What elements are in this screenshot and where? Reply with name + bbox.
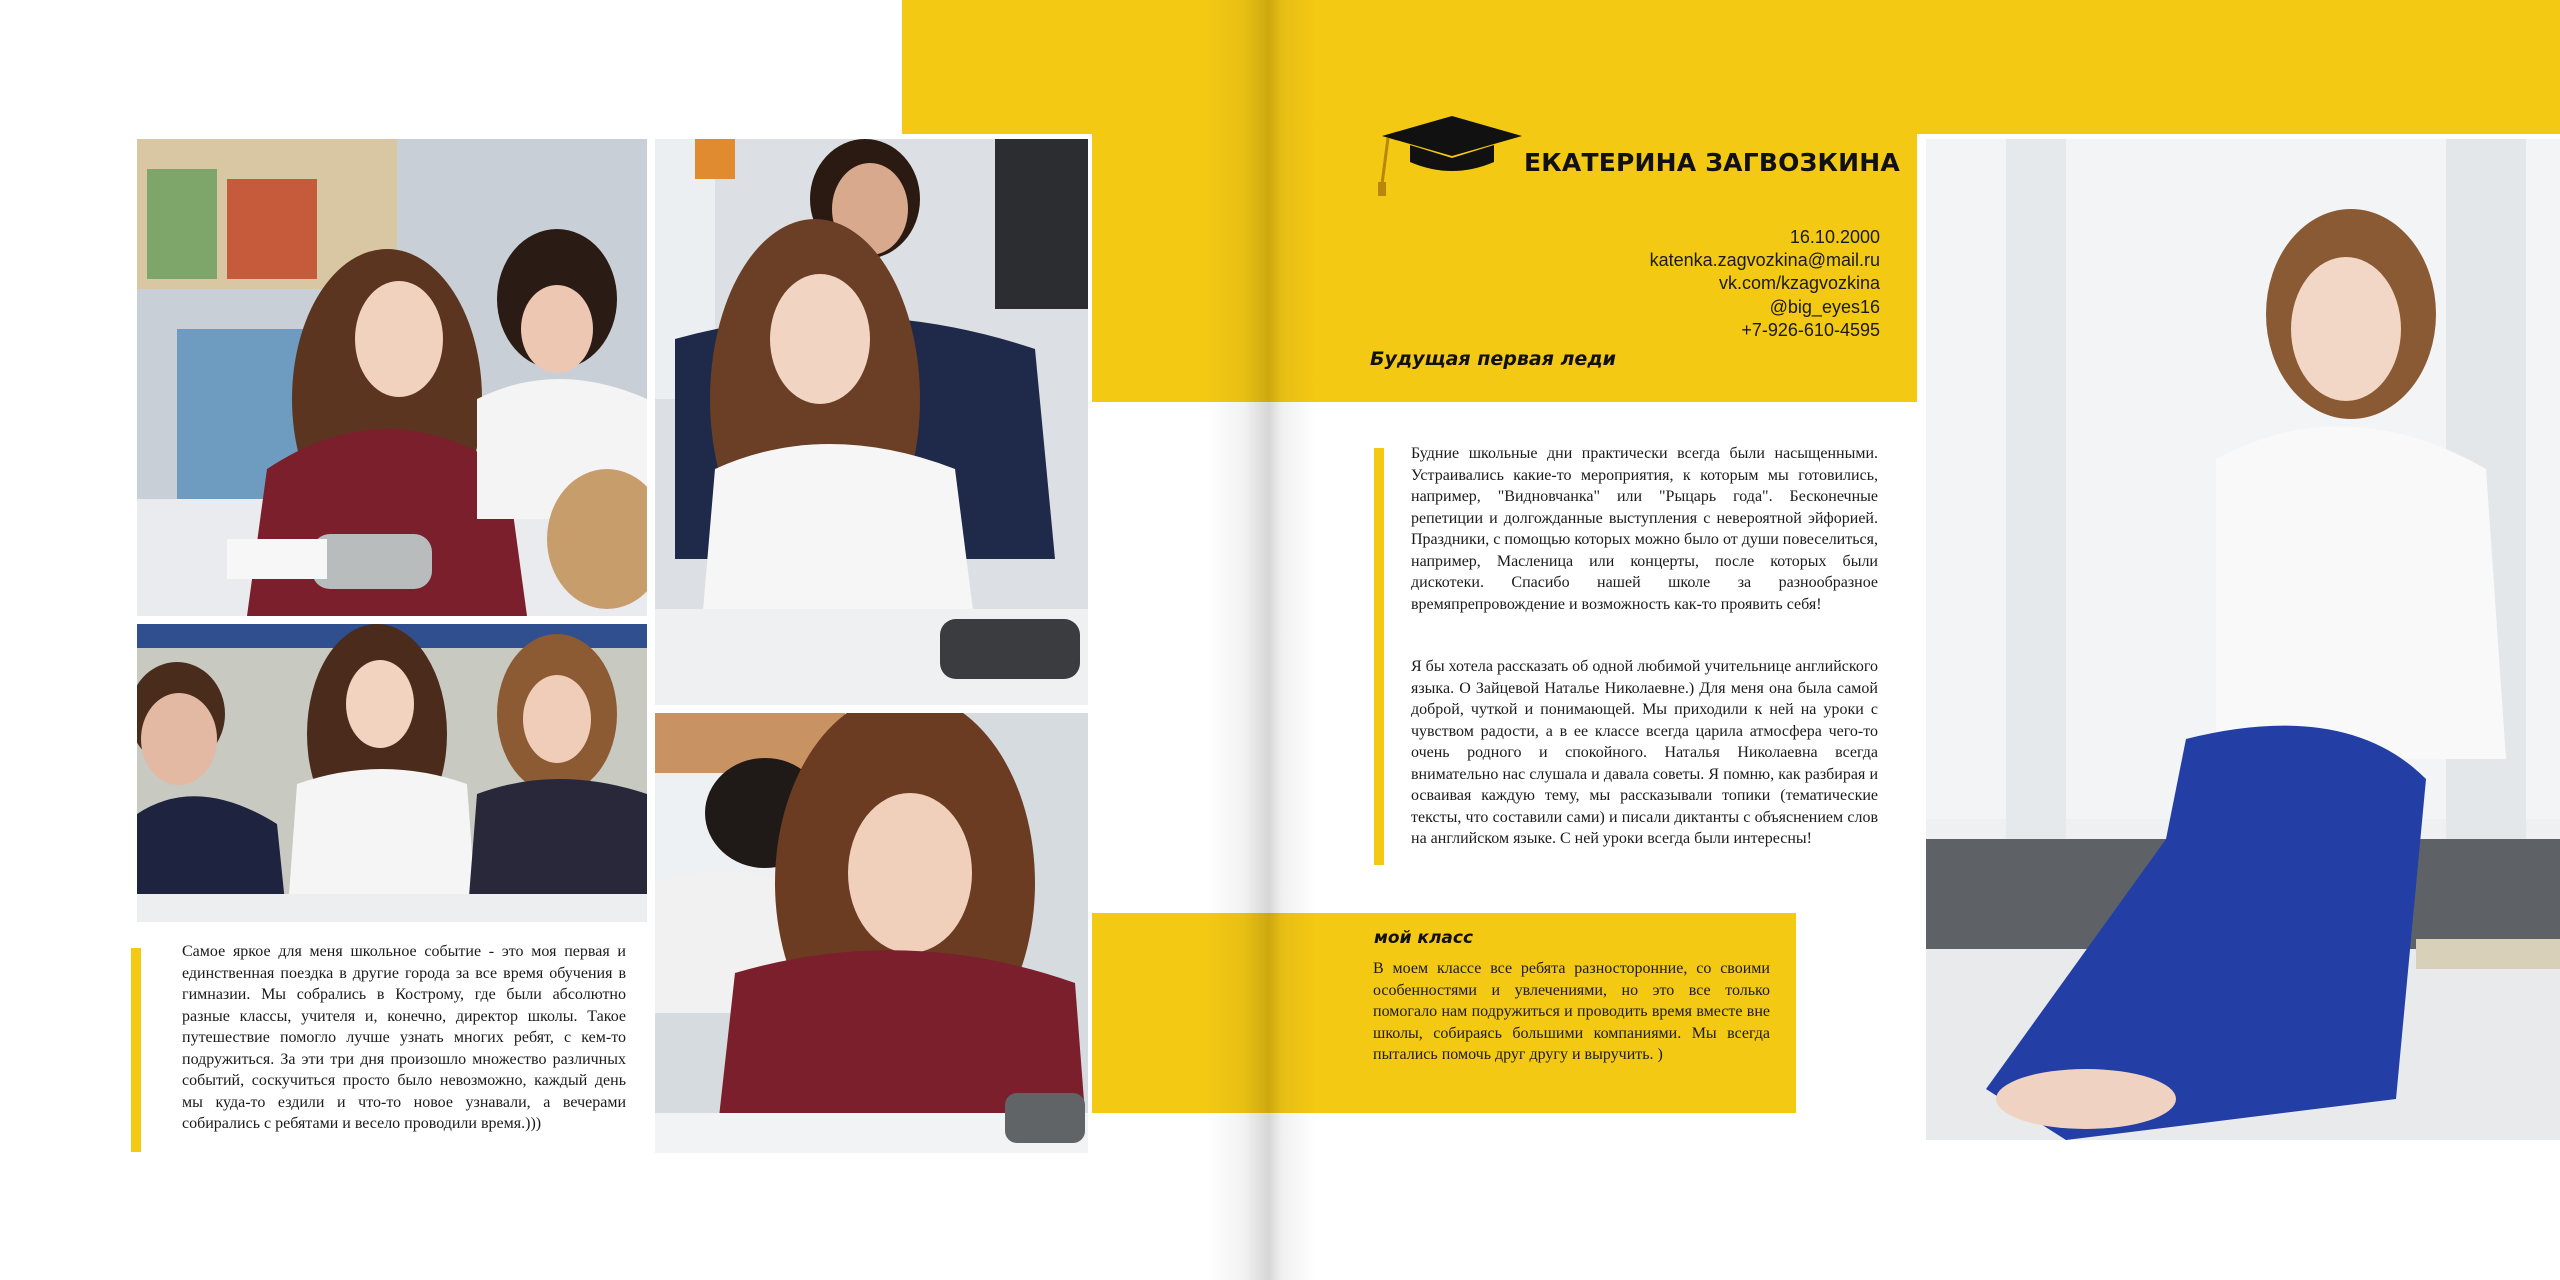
my-class-heading: мой класс bbox=[1374, 928, 1474, 948]
contact-info bbox=[1560, 226, 1880, 342]
right-accent-bar bbox=[1374, 448, 1384, 865]
email-address: katenka.zagvozkina@mail.ru bbox=[1649, 250, 1880, 271]
social-nickname: @big_eyes16 bbox=[1769, 296, 1880, 317]
favorite-teacher-text: Я бы хотела рассказать об одной любимой учительнице английского языка. О Зайцевой Наталье Николаевне.) Для меня она была самой доброй, чуткой и понимающей. Мы приходили к ней на уроки с чувством радости, а в ее классе всегда царила атмосфера чего-то очень родного и спокойного. Наталья Николаевна всегда внимательно нас слушала и давала советы. Я помню, как разбирая и осваивая каждую тему, мы рассказывали топики (тематические тексты, что составили сами) и писали диктанты с объяснением слов на английском языке. С ней уроки всегда были интересны! bbox=[1411, 658, 1878, 847]
vk-profile: vk.com/kzagvozkina bbox=[1718, 273, 1880, 294]
photo-girl-in-white-top bbox=[655, 139, 1088, 705]
student-name: ЕКАТЕРИНА ЗАГВОЗКИНА bbox=[1524, 148, 1900, 177]
birthdate: 16.10.2000 bbox=[1789, 227, 1880, 247]
spine-gutter-shadow bbox=[1205, 0, 1315, 1280]
trip-story-text: Самое яркое для меня школьное событие - это моя первая и единственная поездка в другие города за все время обучения в гимназии. Мы собрались в Кострому, где были абсолютно разные классы, учителя и, конечно, директор школы. Такое путешествие помогло лучше узнать многих ребят, с кем-то подружиться. За эти три дня произошло множество различных событий, соскучиться просто было невозможно, каждый день мы куда-то ездили и что-то новое узнавали, а вечерами собирались с ребятами и весело проводили время.))) bbox=[182, 943, 626, 1132]
photo-girl-writing-at-desk bbox=[137, 139, 647, 616]
left-accent-bar bbox=[131, 948, 141, 1152]
my-class-text: В моем классе все ребята разносторонние, со своими особенностями и увлечениями, но это все только помогало нам подружиться и проводить время вместе вне школы, собираясь большими компаниями. Мы всегда пытались помочь друг другу и выручить. ) bbox=[1373, 960, 1770, 1063]
photo-girl-writing-closeup bbox=[655, 713, 1088, 1153]
phone-number: +7-926-610-4595 bbox=[1741, 319, 1880, 340]
motto: Будущая первая леди bbox=[1370, 348, 1616, 370]
school-days-text: Будние школьные дни практически всегда были насыщенными. Устраивались какие-то мероприятия, к которым мы готовились, например, "Видновчанка" или "Рыцарь года". Бесконечные репетиции и долгожданные выступления с невероятной эйфорией. Праздники, с помощью которых можно было от души повеселиться, например, Масленица или концерты, после которых были дискотеки. Спасибо нашей школе за разнообразное времяпрепровождение и возможность как-то проявить себя! bbox=[1411, 445, 1878, 613]
photo-three-students bbox=[137, 624, 647, 922]
portrait-photo bbox=[1926, 139, 2560, 1140]
graduation-cap-icon bbox=[1372, 112, 1534, 198]
yellow-top-banner bbox=[902, 0, 2560, 134]
